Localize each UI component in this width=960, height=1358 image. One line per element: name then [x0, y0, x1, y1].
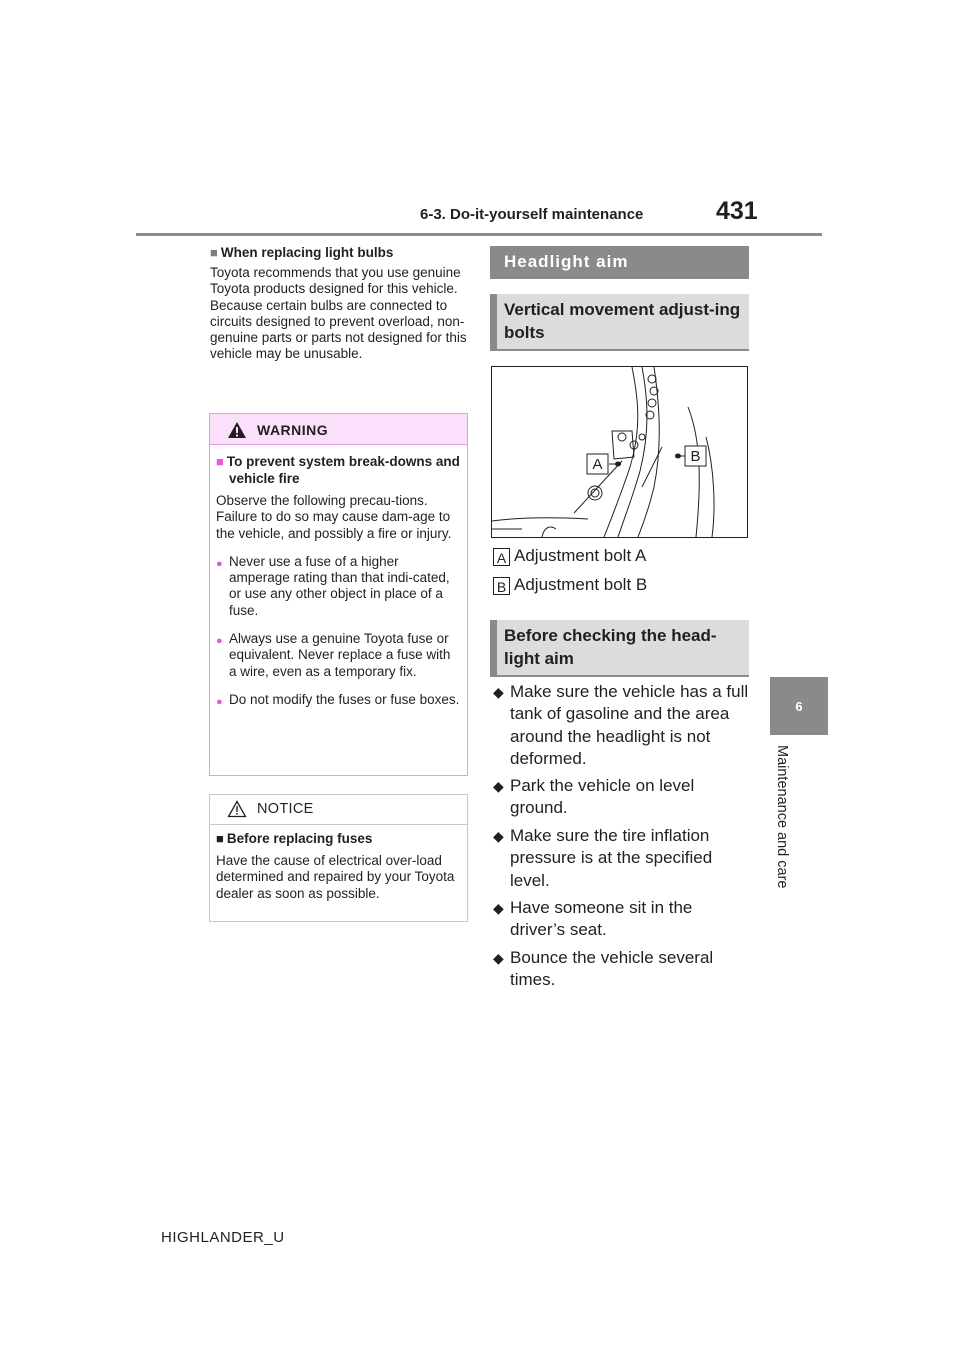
- chapter-number: 6: [795, 698, 803, 714]
- headlight-drawing: [492, 367, 747, 537]
- dot-bullet-icon: ●: [216, 557, 223, 570]
- diamond-bullet-icon: ◆: [493, 900, 504, 916]
- warning-bullet-text: Never use a fuse of a higher amperage rating than that indi-cated, or use any other object in place of a fuse.: [229, 553, 450, 618]
- page-number: 431: [716, 197, 758, 225]
- warning-bullet: [216, 554, 461, 619]
- replacing-bulbs-section: [210, 244, 472, 363]
- square-bullet-icon: ■: [216, 454, 224, 469]
- callout-b: [493, 574, 647, 596]
- before-checking-heading: Before checking the head-light aim: [490, 620, 749, 677]
- headlight-aim-title: Headlight aim: [490, 246, 749, 279]
- check-bullet: [493, 897, 749, 942]
- notice-title: NOTICE: [257, 801, 314, 817]
- diamond-bullet-icon: ◆: [493, 950, 504, 966]
- warning-intro: Observe the following precau-tions. Failure to do so may cause dam-age to the vehicle, and possibly a fire or injury.: [216, 493, 452, 541]
- notice-heading: Before replacing fuses: [226, 831, 373, 846]
- check-bullet-text: Make sure the vehicle has a full tank of gasoline and the area around the headlight is not deformed.: [510, 682, 749, 768]
- chapter-label-text: Maintenance and care: [774, 745, 790, 889]
- callout-letter-box: B: [493, 577, 510, 595]
- callout-a: [493, 545, 646, 567]
- diamond-bullet-icon: ◆: [493, 778, 504, 794]
- callout-text: Adjustment bolt A: [514, 546, 647, 565]
- warning-triangle-icon: [227, 421, 247, 439]
- header-rule: [136, 233, 822, 236]
- warning-box: [209, 413, 468, 776]
- figure-label-a: A: [592, 456, 603, 473]
- replacing-bulbs-heading: When replacing light bulbs: [220, 245, 394, 260]
- warning-bullet-text: Do not modify the fuses or fuse boxes.: [229, 691, 460, 707]
- chapter-number-tab: [770, 677, 828, 735]
- check-bullet: [493, 947, 749, 992]
- notice-box: [209, 794, 468, 922]
- chapter-label: [768, 745, 792, 915]
- headlight-illustration: [491, 366, 748, 538]
- check-bullet-text: Have someone sit in the driver’s seat.: [510, 898, 693, 940]
- warning-bullet-text: Always use a genuine Toyota fuse or equivalent. Never replace a fuse with a wire, even as a temporary fix.: [229, 631, 451, 679]
- square-bullet-icon: ■: [210, 245, 218, 260]
- check-bullet-text: Make sure the tire inflation pressure is at the specified level.: [510, 826, 713, 890]
- check-bullet: [493, 825, 749, 892]
- check-bullet: [493, 775, 749, 820]
- notice-body: Have the cause of electrical over-load determined and repaired by your Toyota dealer as soon as possible.: [216, 853, 455, 901]
- figure-label-b: B: [690, 448, 701, 465]
- footer-model: HIGHLANDER_U: [161, 1229, 285, 1246]
- replacing-bulbs-body: Toyota recommends that you use genuine Toyota products designed for this vehicle. Because certain bulbs are connected to circuits designed to prevent overload, non-genuine parts or parts not designed for this vehicle may be unusable.: [210, 265, 467, 362]
- warning-heading: To prevent system break-downs and vehicle fire: [226, 454, 460, 486]
- dot-bullet-icon: ●: [216, 635, 223, 648]
- check-bullet: [493, 681, 749, 770]
- square-bullet-icon: ■: [216, 831, 224, 846]
- callout-letter-box: A: [493, 548, 510, 566]
- diamond-bullet-icon: ◆: [493, 684, 504, 700]
- dot-bullet-icon: ●: [216, 695, 223, 708]
- caution-triangle-icon: [227, 800, 247, 818]
- check-bullet-text: Bounce the vehicle several times.: [510, 948, 714, 990]
- notice-header: [210, 795, 467, 825]
- warning-title: WARNING: [257, 422, 329, 438]
- warning-bullet: [216, 692, 461, 708]
- check-bullet-text: Park the vehicle on level ground.: [510, 776, 695, 818]
- warning-header: [210, 414, 467, 445]
- warning-bullet: [216, 631, 461, 680]
- diamond-bullet-icon: ◆: [493, 828, 504, 844]
- callout-text: Adjustment bolt B: [514, 575, 648, 594]
- vertical-adjust-bolts-heading: Vertical movement adjust-ing bolts: [490, 294, 749, 351]
- section-header-title: 6-3. Do-it-yourself maintenance: [420, 206, 644, 223]
